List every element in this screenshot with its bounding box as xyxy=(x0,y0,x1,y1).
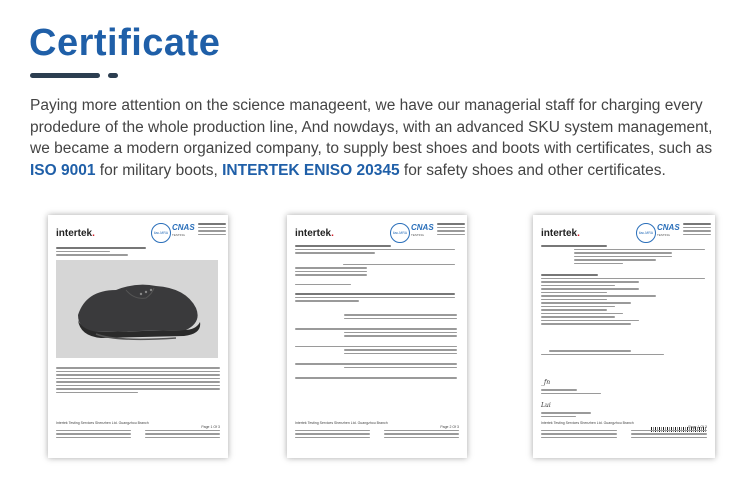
sample-description-lines xyxy=(541,272,705,327)
title-underline-dot xyxy=(108,73,118,78)
report-footer: Intertek Testing Services Shenzhen Ltd. Guangzhou Branch xyxy=(541,421,707,440)
ilac-mra-seal: ilac-MRA xyxy=(151,223,171,243)
ilac-mra-seal: ilac-MRA xyxy=(636,223,656,243)
cnas-code: TESTING xyxy=(411,233,425,237)
report-footer: Intertek Testing Services Shenzhen Ltd. Guangzhou Branch xyxy=(56,421,220,440)
report-header-lines xyxy=(198,221,226,237)
report-footer: Intertek Testing Services Shenzhen Ltd. Guangzhou Branch xyxy=(295,421,459,440)
manager-signature: Lui xyxy=(541,402,551,409)
cnas-logo: CNAS xyxy=(657,223,680,232)
report-header-lines xyxy=(437,221,465,237)
intro-text-2: for military boots, xyxy=(95,161,223,179)
results-lines xyxy=(541,348,705,357)
certificate-2[interactable] xyxy=(287,215,467,458)
cnas-code: TESTING xyxy=(657,233,671,237)
intertek-logo: intertek. xyxy=(56,228,95,239)
report-body-lines xyxy=(56,365,220,395)
page-number: Page 1 Of 3 xyxy=(688,424,707,429)
cnas-logo: CNAS xyxy=(411,223,434,232)
page-number: Page 2 Of 3 xyxy=(440,424,459,429)
title-underline xyxy=(30,73,100,78)
iso-9001-highlight: ISO 9001 xyxy=(30,161,96,179)
manager-lines xyxy=(541,410,591,419)
certificate-3[interactable] xyxy=(533,215,715,458)
report-test-lines xyxy=(295,243,455,304)
report-meta-lines xyxy=(56,245,146,258)
page-number: Page 1 Of 3 xyxy=(201,424,220,429)
shoe-photo xyxy=(56,260,218,358)
applicant-lines xyxy=(541,243,705,266)
page-title: Certificate xyxy=(29,22,221,64)
intertek-logo: intertek. xyxy=(295,228,334,239)
cnas-logo: CNAS xyxy=(172,223,195,232)
authorized-signature: _fn xyxy=(541,379,551,386)
certificate-1[interactable] xyxy=(48,215,228,458)
intro-paragraph xyxy=(30,95,725,181)
intertek-logo: intertek. xyxy=(541,228,580,239)
ilac-mra-seal: ilac-MRA xyxy=(390,223,410,243)
report-sample-rows xyxy=(295,312,457,381)
report-header-lines xyxy=(683,221,711,237)
intro-text-3: for safety shoes and other certificates. xyxy=(399,161,666,179)
intertek-highlight: INTERTEK ENISO 20345 xyxy=(222,161,400,179)
intro-text-1: Paying more attention on the science manageent, we have our managerial staff for charging every prodedure of the whole production line, And nowdays, with an advanced SKU system management, we became a modern organized company, to supply best shoes and boots with certificates, such as xyxy=(30,97,713,157)
signatory-lines xyxy=(541,387,601,396)
cnas-code: TESTING xyxy=(172,233,186,237)
